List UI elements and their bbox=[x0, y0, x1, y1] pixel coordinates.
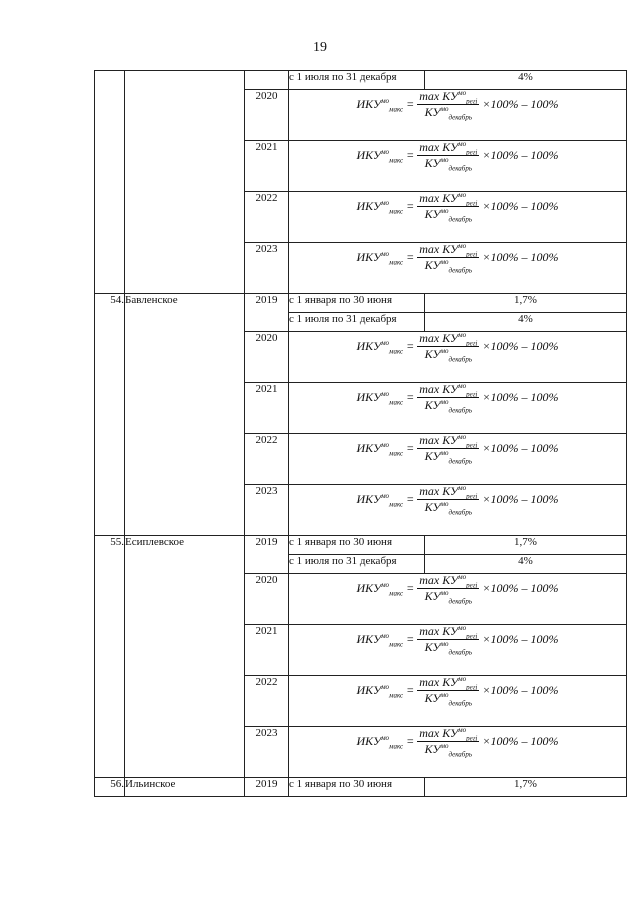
formula-eq: = bbox=[406, 96, 415, 111]
cell-year: 2022 bbox=[245, 434, 289, 485]
formula-denominator: $КУ^{мо}_{декабрь}$ bbox=[424, 690, 473, 707]
formula-denominator: $КУ^{мо}_{декабрь}$ bbox=[424, 257, 473, 274]
formula-eq: = bbox=[406, 580, 415, 595]
table-row bbox=[95, 71, 627, 90]
formula-fraction bbox=[417, 382, 479, 414]
formula-fraction bbox=[417, 140, 479, 172]
formula-cell bbox=[289, 90, 627, 141]
cell-period: с 1 июля по 31 декабря bbox=[289, 71, 425, 90]
formula-numerator: $\max КУ^{мо}_{регj}$ bbox=[419, 433, 478, 450]
formula-cell bbox=[289, 243, 627, 294]
formula bbox=[356, 140, 559, 172]
cell-year: 2019 bbox=[245, 536, 289, 574]
formula-lhs: $ИКУ^{мо}_{макс}$ bbox=[356, 682, 404, 699]
formula-numerator: $\max КУ^{мо}_{регj}$ bbox=[419, 726, 478, 743]
rates-table bbox=[94, 70, 627, 797]
formula-lhs: $ИКУ^{мо}_{макс}$ bbox=[356, 338, 404, 355]
cell-name: Бавленское bbox=[125, 294, 245, 536]
formula bbox=[356, 382, 559, 414]
formula-cell bbox=[289, 192, 627, 243]
formula-cell bbox=[289, 676, 627, 727]
formula bbox=[356, 242, 559, 274]
formula-cell bbox=[289, 332, 627, 383]
cell-number: 56. bbox=[95, 778, 125, 797]
formula-fraction bbox=[417, 726, 479, 758]
formula-numerator: $\max КУ^{мо}_{регj}$ bbox=[419, 382, 478, 399]
formula-cell bbox=[289, 625, 627, 676]
cell-year: 2021 bbox=[245, 141, 289, 192]
formula-denominator: $КУ^{мо}_{декабрь}$ bbox=[424, 104, 473, 121]
cell-rate: 1,7% bbox=[425, 294, 627, 313]
formula-fraction bbox=[417, 624, 479, 656]
formula-eq: = bbox=[406, 491, 415, 506]
table-row bbox=[95, 294, 627, 313]
cell-rate: 4% bbox=[425, 313, 627, 332]
formula-cell bbox=[289, 141, 627, 192]
formula-denominator: $КУ^{мо}_{декабрь}$ bbox=[424, 397, 473, 414]
formula bbox=[356, 675, 559, 707]
formula-lhs: $ИКУ^{мо}_{макс}$ bbox=[356, 440, 404, 457]
cell-year: 2023 bbox=[245, 243, 289, 294]
formula-denominator: $КУ^{мо}_{декабрь}$ bbox=[424, 588, 473, 605]
formula-tail: ×100% – 100% bbox=[482, 682, 559, 697]
formula-eq: = bbox=[406, 682, 415, 697]
formula-lhs: $ИКУ^{мо}_{макс}$ bbox=[356, 249, 404, 266]
cell-name: Ильинское bbox=[125, 778, 245, 797]
formula bbox=[356, 726, 559, 758]
formula-cell bbox=[289, 383, 627, 434]
formula-tail: ×100% – 100% bbox=[482, 249, 559, 264]
cell-number: 55. bbox=[95, 536, 125, 778]
formula bbox=[356, 433, 559, 465]
table-row bbox=[95, 778, 627, 797]
cell-period: с 1 января по 30 июня bbox=[289, 536, 425, 555]
cell-year: 2023 bbox=[245, 727, 289, 778]
formula-eq: = bbox=[406, 198, 415, 213]
cell-rate: 4% bbox=[425, 555, 627, 574]
formula-denominator: $КУ^{мо}_{декабрь}$ bbox=[424, 346, 473, 363]
cell-year: 2022 bbox=[245, 192, 289, 243]
formula-lhs: $ИКУ^{мо}_{макс}$ bbox=[356, 198, 404, 215]
cell-period: с 1 января по 30 июня bbox=[289, 294, 425, 313]
formula-numerator: $\max КУ^{мо}_{регj}$ bbox=[419, 675, 478, 692]
cell-year bbox=[245, 71, 289, 90]
formula bbox=[356, 624, 559, 656]
formula-tail: ×100% – 100% bbox=[482, 389, 559, 404]
formula-numerator: $\max КУ^{мо}_{регj}$ bbox=[419, 331, 478, 348]
formula-eq: = bbox=[406, 733, 415, 748]
formula-lhs: $ИКУ^{мо}_{макс}$ bbox=[356, 733, 404, 750]
formula-numerator: $\max КУ^{мо}_{регj}$ bbox=[419, 484, 478, 501]
formula-fraction bbox=[417, 191, 479, 223]
formula-fraction bbox=[417, 484, 479, 516]
cell-year: 2020 bbox=[245, 90, 289, 141]
formula-denominator: $КУ^{мо}_{декабрь}$ bbox=[424, 639, 473, 656]
cell-period: с 1 июля по 31 декабря bbox=[289, 313, 425, 332]
formula-fraction bbox=[417, 242, 479, 274]
formula-tail: ×100% – 100% bbox=[482, 491, 559, 506]
cell-rate: 1,7% bbox=[425, 536, 627, 555]
formula-lhs: $ИКУ^{мо}_{макс}$ bbox=[356, 147, 404, 164]
cell-year: 2020 bbox=[245, 332, 289, 383]
cell-name: Есиплевское bbox=[125, 536, 245, 778]
formula-lhs: $ИКУ^{мо}_{макс}$ bbox=[356, 491, 404, 508]
formula-numerator: $\max КУ^{мо}_{регj}$ bbox=[419, 140, 478, 157]
formula-lhs: $ИКУ^{мо}_{макс}$ bbox=[356, 96, 404, 113]
formula-tail: ×100% – 100% bbox=[482, 631, 559, 646]
formula-numerator: $\max КУ^{мо}_{регj}$ bbox=[419, 624, 478, 641]
cell-year: 2020 bbox=[245, 574, 289, 625]
cell-year: 2023 bbox=[245, 485, 289, 536]
formula-fraction bbox=[417, 675, 479, 707]
cell-year: 2022 bbox=[245, 676, 289, 727]
page-number: 19 bbox=[313, 40, 327, 55]
formula-fraction bbox=[417, 331, 479, 363]
formula-denominator: $КУ^{мо}_{декабрь}$ bbox=[424, 741, 473, 758]
cell-period: с 1 июля по 31 декабря bbox=[289, 555, 425, 574]
formula-numerator: $\max КУ^{мо}_{регj}$ bbox=[419, 191, 478, 208]
cell-year: 2021 bbox=[245, 625, 289, 676]
cell-rate: 4% bbox=[425, 71, 627, 90]
cell-number: 54. bbox=[95, 294, 125, 536]
formula-eq: = bbox=[406, 338, 415, 353]
formula-tail: ×100% – 100% bbox=[482, 338, 559, 353]
formula-denominator: $КУ^{мо}_{декабрь}$ bbox=[424, 448, 473, 465]
formula bbox=[356, 89, 559, 121]
formula-denominator: $КУ^{мо}_{декабрь}$ bbox=[424, 155, 473, 172]
formula-cell bbox=[289, 434, 627, 485]
cell-name bbox=[125, 71, 245, 294]
cell-year: 2019 bbox=[245, 294, 289, 332]
cell-number bbox=[95, 71, 125, 294]
formula-eq: = bbox=[406, 249, 415, 264]
formula-cell bbox=[289, 727, 627, 778]
formula-eq: = bbox=[406, 440, 415, 455]
formula-tail: ×100% – 100% bbox=[482, 147, 559, 162]
formula-cell bbox=[289, 574, 627, 625]
formula-eq: = bbox=[406, 631, 415, 646]
formula-tail: ×100% – 100% bbox=[482, 198, 559, 213]
formula-tail: ×100% – 100% bbox=[482, 733, 559, 748]
cell-rate: 1,7% bbox=[425, 778, 627, 797]
formula-numerator: $\max КУ^{мо}_{регj}$ bbox=[419, 573, 478, 590]
formula-denominator: $КУ^{мо}_{декабрь}$ bbox=[424, 499, 473, 516]
formula bbox=[356, 331, 559, 363]
formula-fraction bbox=[417, 573, 479, 605]
cell-year: 2021 bbox=[245, 383, 289, 434]
formula bbox=[356, 573, 559, 605]
formula-eq: = bbox=[406, 147, 415, 162]
table-row bbox=[95, 536, 627, 555]
formula bbox=[356, 191, 559, 223]
formula-lhs: $ИКУ^{мо}_{макс}$ bbox=[356, 631, 404, 648]
formula-denominator: $КУ^{мо}_{декабрь}$ bbox=[424, 206, 473, 223]
formula-lhs: $ИКУ^{мо}_{макс}$ bbox=[356, 580, 404, 597]
formula-tail: ×100% – 100% bbox=[482, 440, 559, 455]
formula-tail: ×100% – 100% bbox=[482, 96, 559, 111]
formula-eq: = bbox=[406, 389, 415, 404]
formula-tail: ×100% – 100% bbox=[482, 580, 559, 595]
formula-lhs: $ИКУ^{мо}_{макс}$ bbox=[356, 389, 404, 406]
formula bbox=[356, 484, 559, 516]
cell-year: 2019 bbox=[245, 778, 289, 797]
formula-numerator: $\max КУ^{мо}_{регj}$ bbox=[419, 242, 478, 259]
cell-period: с 1 января по 30 июня bbox=[289, 778, 425, 797]
formula-fraction bbox=[417, 89, 479, 121]
formula-cell bbox=[289, 485, 627, 536]
formula-fraction bbox=[417, 433, 479, 465]
formula-numerator: $\max КУ^{мо}_{регj}$ bbox=[419, 89, 478, 106]
